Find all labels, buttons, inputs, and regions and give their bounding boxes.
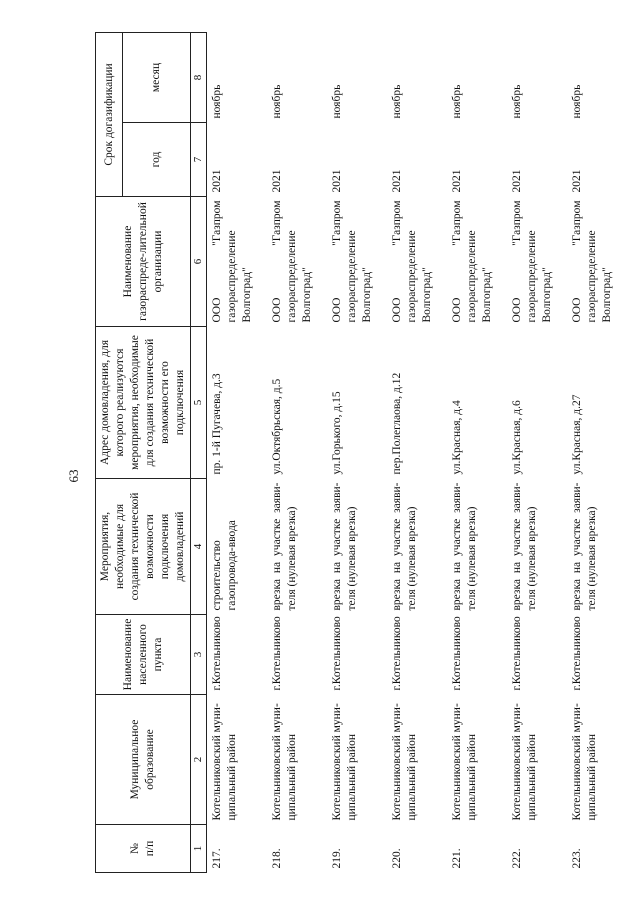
row-gdo: ООО "Газпром газораспределение Волгоград" bbox=[570, 200, 613, 323]
row-year: 2021 bbox=[211, 169, 223, 193]
row-measures: строительство газопровода-ввода bbox=[211, 520, 238, 611]
row-municipality: Котельниковский муни-ципальный район bbox=[450, 703, 478, 821]
column-number: 5 bbox=[191, 327, 207, 479]
header-gdo: Наименование газораспреде-лительной организации bbox=[96, 197, 191, 327]
row-measures: врезка на участке заяви-теля (нулевая врезка) bbox=[450, 482, 478, 611]
row-address: ул.Красная, д.4 bbox=[450, 400, 463, 475]
table-row bbox=[267, 33, 327, 873]
row-address: ул.Горького, д.15 bbox=[330, 391, 343, 475]
gasification-table bbox=[95, 32, 627, 873]
table-row bbox=[447, 33, 507, 873]
row-month: ноябрь bbox=[270, 84, 283, 119]
row-municipality: Котельниковский муни-ципальный район bbox=[390, 703, 418, 821]
row-year: 2021 bbox=[450, 169, 463, 193]
header-number: № п/п bbox=[96, 825, 191, 873]
row-number: 218. bbox=[270, 848, 283, 869]
row-measures: врезка на участке заяви-теля (нулевая врезка) bbox=[390, 482, 418, 611]
table-row bbox=[387, 33, 447, 873]
row-number: 220. bbox=[390, 848, 403, 869]
header-settlement: Наименование населенного пункта bbox=[96, 615, 191, 695]
row-municipality: Котельниковский муни-ципальный район bbox=[330, 703, 358, 821]
row-year: 2021 bbox=[330, 169, 343, 193]
row-month: ноябрь bbox=[211, 84, 223, 119]
table-row bbox=[567, 33, 627, 873]
page-number: 63 bbox=[66, 469, 81, 483]
row-address: пер.Полеглаова, д.12 bbox=[390, 372, 403, 475]
header-address: Адрес домовладения, для которого реализуются мероприятия, необходимые для создания технической возможности его подключения bbox=[96, 327, 191, 479]
column-number: 3 bbox=[191, 615, 207, 695]
row-settlement: г.Котельниково bbox=[450, 616, 463, 691]
header-deadline-group: Срок догазификации bbox=[96, 33, 123, 197]
row-address: пр. 1-й Пугачева, д.3 bbox=[211, 373, 223, 475]
row-municipality: Котельниковский муни-ципальный район bbox=[510, 703, 538, 821]
column-number: 6 bbox=[191, 197, 207, 327]
table-row bbox=[327, 33, 387, 873]
row-gdo: ООО "Газпром газораспределение Волгоград" bbox=[211, 200, 253, 323]
row-measures: врезка на участке заяви-теля (нулевая врезка) bbox=[270, 482, 298, 611]
row-measures: врезка на участке заяви-теля (нулевая врезка) bbox=[510, 482, 538, 611]
row-address: ул.Октябрьская, д.5 bbox=[270, 378, 283, 475]
row-year: 2021 bbox=[570, 169, 583, 193]
row-number: 223. bbox=[570, 848, 583, 869]
row-number: 222. bbox=[510, 848, 523, 869]
row-measures: врезка на участке заяви-теля (нулевая врезка) bbox=[570, 482, 598, 611]
row-municipality: Котельниковский муни-ципальный район bbox=[570, 703, 598, 821]
row-year: 2021 bbox=[510, 169, 523, 193]
row-gdo: ООО "Газпром газораспределение Волгоград" bbox=[510, 200, 553, 323]
row-settlement: г.Котельниково bbox=[570, 616, 583, 691]
row-address: ул.Красная, д.27 bbox=[570, 394, 583, 475]
row-year: 2021 bbox=[270, 169, 283, 193]
rotated-table-container bbox=[95, 33, 611, 873]
row-municipality: Котельниковский муни-ципальный район bbox=[270, 703, 298, 821]
row-gdo: ООО "Газпром газораспределение Волгоград" bbox=[390, 200, 433, 323]
row-settlement: г.Котельниково bbox=[270, 616, 283, 691]
row-measures: врезка на участке заяви-теля (нулевая врезка) bbox=[330, 482, 358, 611]
row-gdo: ООО "Газпром газораспределение Волгоград" bbox=[450, 200, 493, 323]
row-settlement: г.Котельниково bbox=[510, 616, 523, 691]
row-year: 2021 bbox=[390, 169, 403, 193]
table-row bbox=[507, 33, 567, 873]
header-measures: Мероприятия, необходимые для создания технической возможности подключения домовладений bbox=[96, 479, 191, 615]
header-year: год bbox=[123, 123, 191, 197]
table-row bbox=[207, 33, 267, 873]
row-settlement: г.Котельниково bbox=[390, 616, 403, 691]
row-address: ул.Красная, д.6 bbox=[510, 400, 523, 475]
row-month: ноябрь bbox=[450, 84, 463, 119]
column-number: 1 bbox=[191, 825, 207, 873]
row-number: 219. bbox=[330, 848, 343, 869]
row-gdo: ООО "Газпром газораспределение Волгоград" bbox=[270, 200, 313, 323]
column-number: 7 bbox=[191, 123, 207, 197]
column-number: 2 bbox=[191, 695, 207, 825]
row-gdo: ООО "Газпром газораспределение Волгоград" bbox=[330, 200, 373, 323]
row-number: 221. bbox=[450, 848, 463, 869]
row-municipality: Котельниковский муни-ципальный район bbox=[211, 703, 238, 821]
column-number: 8 bbox=[191, 33, 207, 123]
header-municipality: Муниципальное образование bbox=[96, 695, 191, 825]
row-month: ноябрь bbox=[390, 84, 403, 119]
column-number: 4 bbox=[191, 479, 207, 615]
header-month: месяц bbox=[123, 33, 191, 123]
row-settlement: г.Котельниково bbox=[330, 616, 343, 691]
row-number: 217. bbox=[211, 848, 223, 869]
row-month: ноябрь bbox=[570, 84, 583, 119]
row-month: ноябрь bbox=[330, 84, 343, 119]
row-settlement: г.Котельниково bbox=[211, 616, 223, 691]
row-month: ноябрь bbox=[510, 84, 523, 119]
